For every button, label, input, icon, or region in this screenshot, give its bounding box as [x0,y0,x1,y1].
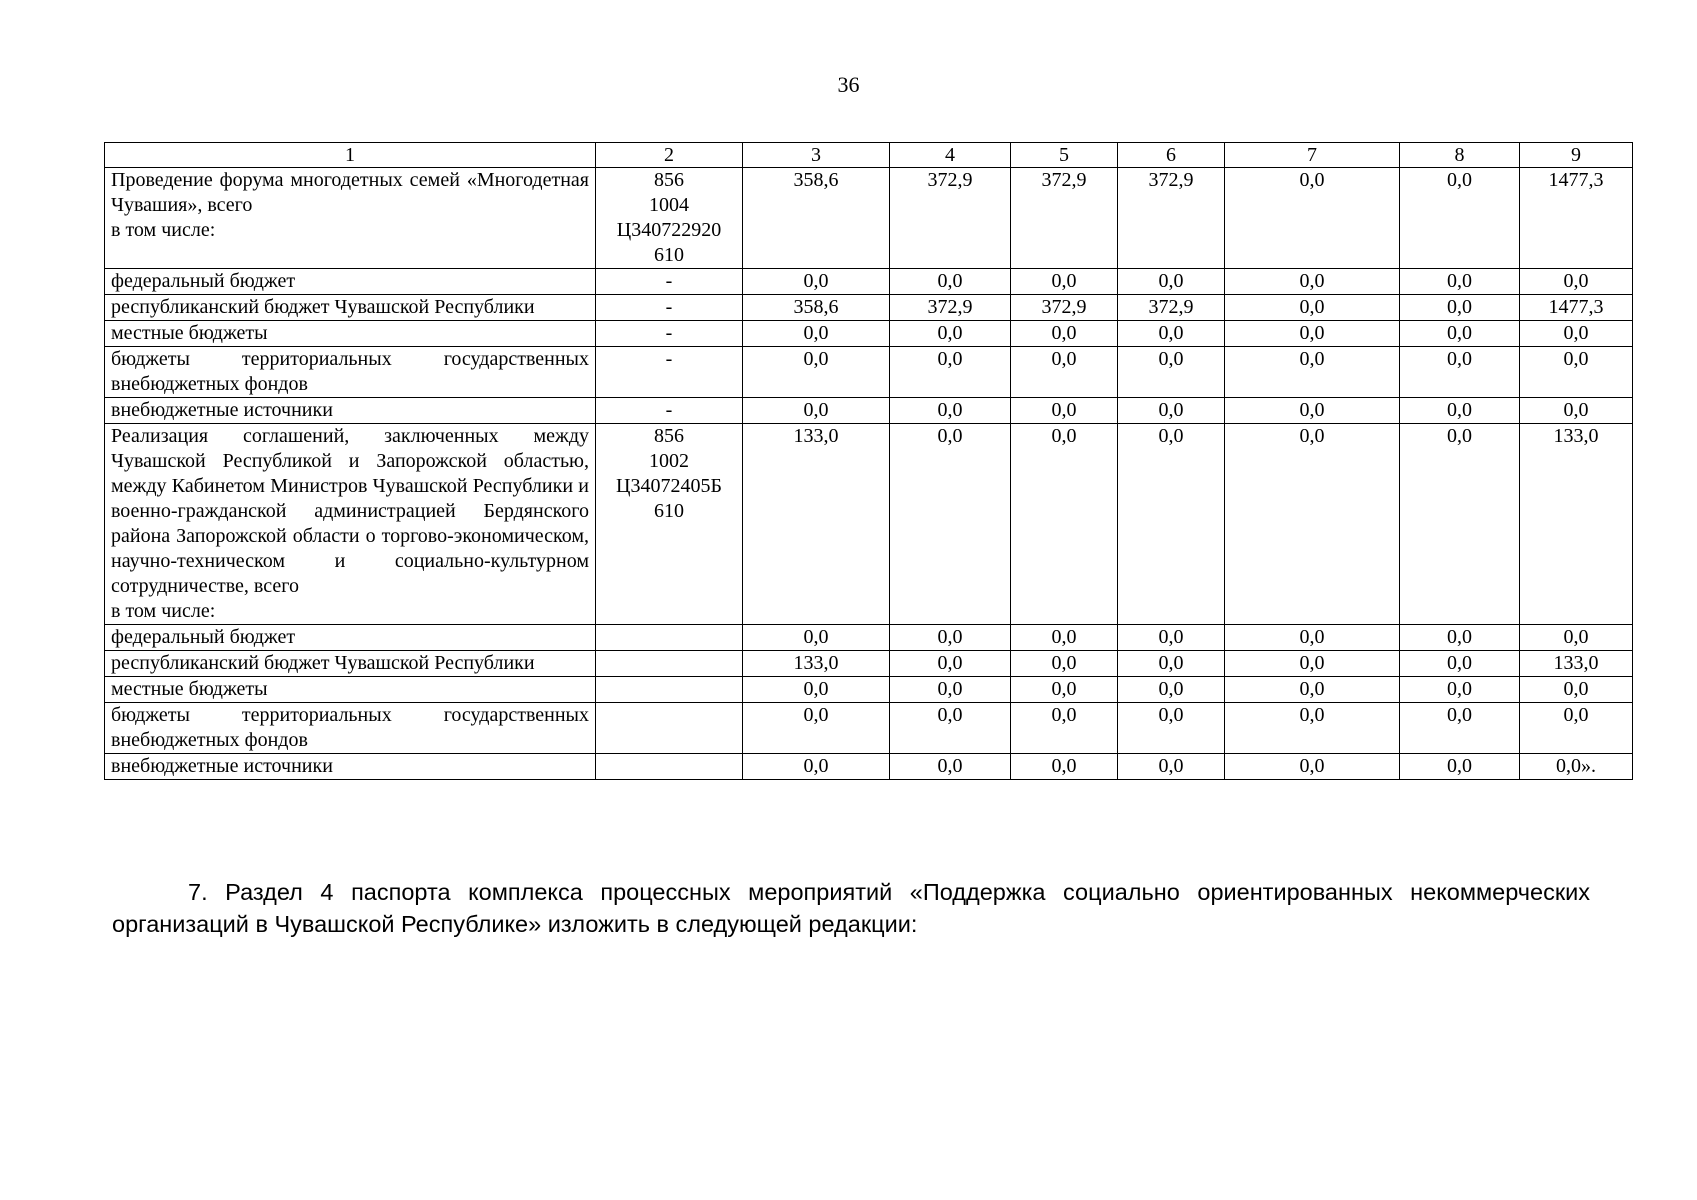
value-cell: 0,0 [1520,398,1633,424]
value-cell: 0,0 [1520,625,1633,651]
row-name: федеральный бюджет [111,626,296,648]
row-name-cell [105,168,596,269]
row-name: республиканский бюджет Чувашской Республики [111,652,535,674]
table-row [105,754,1633,780]
value-cell: 1477,3 [1520,168,1633,269]
value-cell: 0,0 [1400,347,1520,398]
value-cell: 0,0 [1400,321,1520,347]
value-cell: 0,0 [1225,703,1400,754]
value-cell: 372,9 [1011,168,1118,269]
budget-code-cell: - [596,347,743,398]
value-cell: 133,0 [1520,424,1633,625]
row-name: Проведение форума многодетных семей «Многодетная Чувашия», всего в том числе: [111,169,589,241]
value-cell: 0,0 [743,321,890,347]
row-name: внебюджетные источники [111,399,333,421]
value-cell: 0,0 [1400,754,1520,780]
value-cell: 358,6 [743,295,890,321]
row-name: внебюджетные источники [111,755,333,777]
value-cell: 0,0 [1225,677,1400,703]
page-number: 36 [837,72,860,97]
value-cell: 0,0 [890,347,1011,398]
value-cell: 372,9 [1118,295,1225,321]
value-cell: 0,0 [1118,703,1225,754]
budget-code-cell [596,625,743,651]
budget-code-cell: - [596,269,743,295]
value-cell: 0,0 [890,703,1011,754]
value-cell: 0,0 [1400,168,1520,269]
table-row [105,651,1633,677]
value-cell: 0,0 [1011,398,1118,424]
row-name-cell [105,424,596,625]
row-name: местные бюджеты [111,678,268,700]
value-cell: 0,0 [1400,651,1520,677]
value-cell: 0,0 [1520,347,1633,398]
row-name-cell [105,398,596,424]
value-cell: 0,0 [1400,625,1520,651]
value-cell: 0,0 [1225,347,1400,398]
value-cell: 372,9 [1118,168,1225,269]
value-cell: 0,0 [1400,398,1520,424]
value-cell: 0,0 [1225,651,1400,677]
value-cell: 0,0 [1400,269,1520,295]
value-cell: 372,9 [1011,295,1118,321]
value-cell: 0,0 [890,754,1011,780]
value-cell: 0,0 [743,754,890,780]
table-row [105,168,1633,269]
budget-code-cell [596,754,743,780]
value-cell: 0,0 [743,269,890,295]
value-cell: 0,0 [1118,677,1225,703]
value-cell: 0,0 [1225,168,1400,269]
value-cell: 372,9 [890,168,1011,269]
value-cell: 0,0 [743,398,890,424]
value-cell: 0,0 [1520,269,1633,295]
value-cell: 0,0 [1400,424,1520,625]
value-cell: 0,0 [890,424,1011,625]
value-cell: 0,0 [1225,754,1400,780]
value-cell: 0,0 [1520,677,1633,703]
budget-code-cell: - [596,398,743,424]
budget-code-cell: 856 1002 Ц34072405Б 610 [596,424,743,625]
table-row [105,677,1633,703]
value-cell: 0,0 [890,625,1011,651]
value-cell: 0,0 [1118,321,1225,347]
budget-code-cell [596,703,743,754]
value-cell: 0,0 [1118,424,1225,625]
row-name: бюджеты территориальных государственных внебюджетных фондов [111,348,589,395]
value-cell: 133,0 [743,424,890,625]
row-name-cell [105,347,596,398]
row-name: республиканский бюджет Чувашской Республики [111,296,535,318]
row-name-cell [105,295,596,321]
column-header: 3 [743,143,890,168]
table-row [105,321,1633,347]
budget-table [104,142,1633,780]
value-cell: 0,0 [1118,754,1225,780]
table-row [105,347,1633,398]
row-name: федеральный бюджет [111,270,296,292]
budget-code-cell: - [596,321,743,347]
value-cell: 0,0 [1400,703,1520,754]
value-cell: 0,0 [890,398,1011,424]
value-cell: 0,0 [1118,347,1225,398]
column-header: 8 [1400,143,1520,168]
row-name-cell [105,269,596,295]
value-cell: 0,0 [1011,651,1118,677]
budget-code-cell: 856 1004 Ц340722920 610 [596,168,743,269]
value-cell: 0,0 [1520,703,1633,754]
table-row [105,625,1633,651]
value-cell: 0,0 [1011,703,1118,754]
row-name: Реализация соглашений, заключенных между Чувашской Республикой и Запорожской областью, между Кабинетом Министров Чувашской Республики и военно-гражданской администрацией Бердянского района Запорожской области о торгово-экономическом, научно-техническом и социально-культурном сотрудничестве, всего в том числе: [111,425,589,622]
amendment-paragraph: 7. Раздел 4 паспорта комплекса процессных мероприятий «Поддержка социально ориентированных некоммерческих организаций в Чувашской Республике» изложить в следующей редакции: [112,879,1590,937]
value-cell: 0,0 [743,347,890,398]
table-row [105,703,1633,754]
value-cell: 0,0 [1520,321,1633,347]
row-name: бюджеты территориальных государственных внебюджетных фондов [111,704,589,751]
value-cell: 0,0 [1011,625,1118,651]
header-row [105,143,1633,168]
value-cell: 0,0 [1225,295,1400,321]
value-cell: 133,0 [1520,651,1633,677]
row-name-cell [105,651,596,677]
table-row [105,398,1633,424]
value-cell: 0,0 [1225,321,1400,347]
table-row [105,424,1633,625]
table-row [105,295,1633,321]
value-cell: 0,0 [1225,625,1400,651]
value-cell: 0,0 [890,269,1011,295]
value-cell: 1477,3 [1520,295,1633,321]
row-name: местные бюджеты [111,322,268,344]
value-cell: 0,0». [1520,754,1633,780]
row-name-cell [105,703,596,754]
value-cell: 0,0 [890,321,1011,347]
column-header: 5 [1011,143,1118,168]
value-cell: 0,0 [1118,651,1225,677]
value-cell: 0,0 [1011,269,1118,295]
value-cell: 0,0 [1011,321,1118,347]
value-cell: 0,0 [1400,677,1520,703]
row-name-cell [105,321,596,347]
column-header: 2 [596,143,743,168]
value-cell: 0,0 [1225,424,1400,625]
column-header: 4 [890,143,1011,168]
value-cell: 0,0 [1400,295,1520,321]
value-cell: 133,0 [743,651,890,677]
column-header: 9 [1520,143,1633,168]
budget-code-cell [596,651,743,677]
budget-code-cell: - [596,295,743,321]
column-header: 1 [105,143,596,168]
value-cell: 0,0 [743,703,890,754]
table-body [105,168,1633,780]
column-header: 7 [1225,143,1400,168]
value-cell: 372,9 [890,295,1011,321]
value-cell: 0,0 [1118,625,1225,651]
value-cell: 0,0 [1118,269,1225,295]
value-cell: 0,0 [890,677,1011,703]
value-cell: 0,0 [743,625,890,651]
value-cell: 0,0 [1011,424,1118,625]
value-cell: 358,6 [743,168,890,269]
row-name-cell [105,677,596,703]
column-header: 6 [1118,143,1225,168]
value-cell: 0,0 [1118,398,1225,424]
value-cell: 0,0 [1225,398,1400,424]
value-cell: 0,0 [743,677,890,703]
table-row [105,269,1633,295]
value-cell: 0,0 [890,651,1011,677]
value-cell: 0,0 [1011,754,1118,780]
value-cell: 0,0 [1011,677,1118,703]
value-cell: 0,0 [1225,269,1400,295]
budget-code-cell [596,677,743,703]
row-name-cell [105,625,596,651]
value-cell: 0,0 [1011,347,1118,398]
row-name-cell [105,754,596,780]
